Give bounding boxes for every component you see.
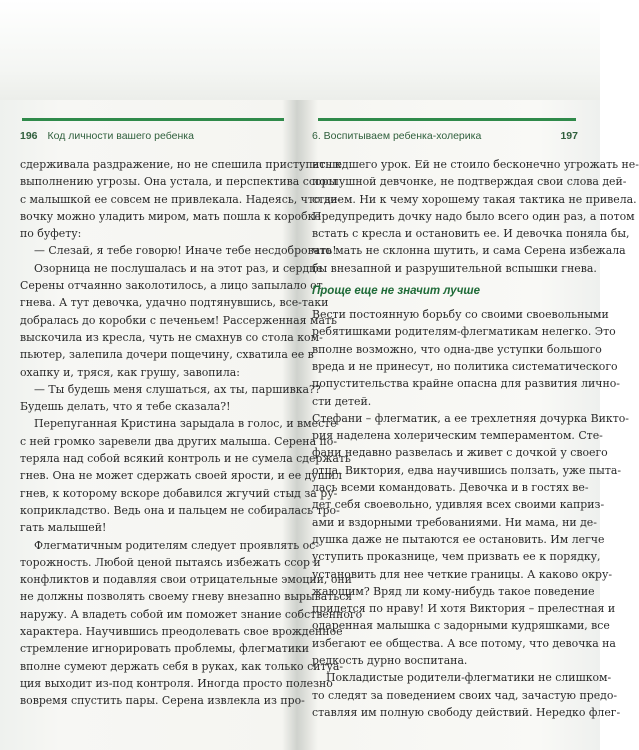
left-running-head [20, 128, 286, 144]
text-line: сти детей. [312, 394, 372, 408]
text-line: фани недавно развелась и живет с дочкой у своего [312, 446, 608, 460]
text-line: попустительства крайне опасна для развития лично- [312, 377, 620, 391]
text-line: установить для нее четкие границы. А каково окру- [312, 567, 613, 581]
text-line: ставляя им полную свободу действий. Нередко флег- [312, 705, 621, 719]
right-running-head [312, 128, 578, 144]
text-line: встать с кресла и остановить ее. И девочка поняла бы, [312, 227, 630, 241]
left-page-number: 196 [20, 130, 38, 142]
text-line: с малышкой ее совсем не привлекала. Надеясь, что де- [20, 192, 341, 206]
text-line: Перепуганная Кристина зарыдала в голос, и вместе [34, 417, 337, 431]
text-line: одаренная малышка с задорными кудряшками, все [312, 619, 610, 633]
text-line: что мать не склонна шутить, и сама Серена избежала [312, 244, 626, 258]
text-line: гнев, к которому вскоре добавился жгучий стыд за ру- [20, 486, 338, 500]
text-line: редкость дурно воспитана. [312, 654, 468, 668]
text-line: характера. Научившись преодолевать свое врожденное [20, 625, 343, 639]
text-line: гнев. Она не может сдержать своей ярости, и ее душил [20, 469, 343, 483]
left-page-rule [22, 118, 284, 121]
text-line: придется по нраву! И хотя Виктория – прелестная и [312, 602, 616, 616]
text-line: избегают ее общества. А все потому, что девочка на [312, 636, 616, 650]
left-running-title: Код личности вашего ребенка [47, 130, 194, 142]
text-line: Озорница не послушалась и на этот раз, и сердце [34, 261, 323, 275]
section-heading: Проще еще не значит лучше [312, 285, 481, 298]
right-body-after-heading [312, 306, 629, 721]
text-line: душка даже не пытаются ее остановить. Им легче [312, 532, 605, 546]
text-line: ребятишками родителям-флегматикам нелегко. Это [312, 325, 616, 339]
text-line: Покладистые родители-флегматики не слишком- [326, 671, 612, 685]
text-line: исшедшего урок. Ей не стоило бесконечно угрожать не- [312, 158, 639, 171]
text-line: вовремя спустить пары. Серена извлекла из про- [20, 694, 305, 708]
text-line: Стефани – флегматик, а ее трехлетняя дочурка Викто- [312, 411, 629, 425]
text-line: послушной девчонке, не подтверждая свои слова дей- [312, 175, 627, 189]
text-line: — Слезай, я тебе говорю! Иначе тебе несдобровать! [34, 244, 337, 258]
text-line: вполне сумеют держать себя в руках, как только ситуа- [20, 659, 344, 673]
text-line: выполнению угрозы. Она устала, и перспектива ссоры [20, 175, 338, 189]
text-line: охапку и, тряся, как грушу, завопила: [20, 365, 240, 379]
text-line: дет себя своевольно, удивляя всех своими каприз- [312, 498, 605, 512]
text-line: конфликтов и подавляя свои отрицательные эмоции, они [20, 573, 352, 587]
text-line: не должны позволять своему гневу внезапно вырываться [20, 590, 353, 604]
text-line: бы внезапной и разрушительной вспышки гнева. [312, 261, 597, 275]
text-line: торожность. Любой ценой пытаясь избежать ссор и [20, 555, 321, 569]
text-line: Предупредить дочку надо было всего один раз, а потом [312, 209, 635, 223]
text-line: стремление игнорировать проблемы, флегматики [20, 642, 310, 656]
text-line: ами и вздорными требованиями. Ни мама, ни де- [312, 515, 597, 529]
right-body-before-heading [312, 156, 639, 277]
text-line: гать малышей! [20, 521, 107, 535]
right-running-title: 6. Воспитываем ребенка-холерика [312, 130, 482, 142]
text-line: Будешь делать, что я тебе сказала?! [20, 400, 231, 414]
text-line: жающим? Вряд ли кому-нибудь такое поведение [312, 584, 595, 598]
text-line: пьютер, залепила дочери пощечину, схватила ее в [20, 348, 314, 362]
right-page-number: 197 [560, 130, 578, 142]
text-line: вреда и не принесут, но политика систематического [312, 359, 618, 373]
text-line: рия наделена холерическим темпераментом. Сте- [312, 429, 603, 443]
text-line: вочку можно уладить миром, мать пошла к коробке [20, 209, 321, 223]
text-line: коприкладство. Ведь она и пальцем не собиралась тро- [20, 503, 340, 517]
text-line: теряла над собой всякий контроль и не сумела сдержать [20, 452, 351, 466]
text-line: — Ты будешь меня слушаться, ах ты, паршивка?? [34, 382, 321, 396]
right-page [312, 128, 639, 721]
text-line: вполне возможно, что одна-две уступки большого [312, 342, 602, 356]
text-line: сдерживала раздражение, но не спешила приступать к [20, 158, 342, 171]
text-line: добралась до коробки с печеньем! Рассерженная мать [20, 313, 337, 327]
text-line: по буфету: [20, 227, 82, 241]
text-line: то следят за поведением своих чад, зачастую предо- [312, 688, 618, 702]
text-line: гнева. А тут девочка, удачно подтянувшись, все-таки [20, 296, 329, 310]
text-line: уступить проказнице, чем призвать ее к порядку, [312, 550, 601, 564]
text-line: ствием. Ни к чему хорошему такая тактика не привела. [312, 192, 637, 206]
text-line: наружу. А владеть собой им поможет знание собственного [20, 607, 363, 621]
text-line: лась всеми командовать. Девочка и в гостях ве- [312, 481, 589, 495]
text-line: ция выходит из-под контроля. Иногда просто полезно [20, 676, 333, 690]
text-line: выскочила из кресла, чуть не смахнув со стола ком- [20, 330, 323, 344]
page-top-margin [0, 0, 600, 100]
text-line: отца. Виктория, едва научившись ползать, уже пыта- [312, 463, 622, 477]
text-line: с ней громко заревели два других малыша. Серена по- [20, 434, 338, 448]
text-line: Флегматичным родителям следует проявлять ос- [34, 538, 319, 552]
right-page-body [312, 156, 639, 721]
right-page-rule [318, 118, 576, 121]
text-line: Серены отчаянно заколотилось, а лицо запылало от [20, 279, 323, 293]
text-line: Вести постоянную борьбу со своими своевольными [312, 308, 609, 322]
